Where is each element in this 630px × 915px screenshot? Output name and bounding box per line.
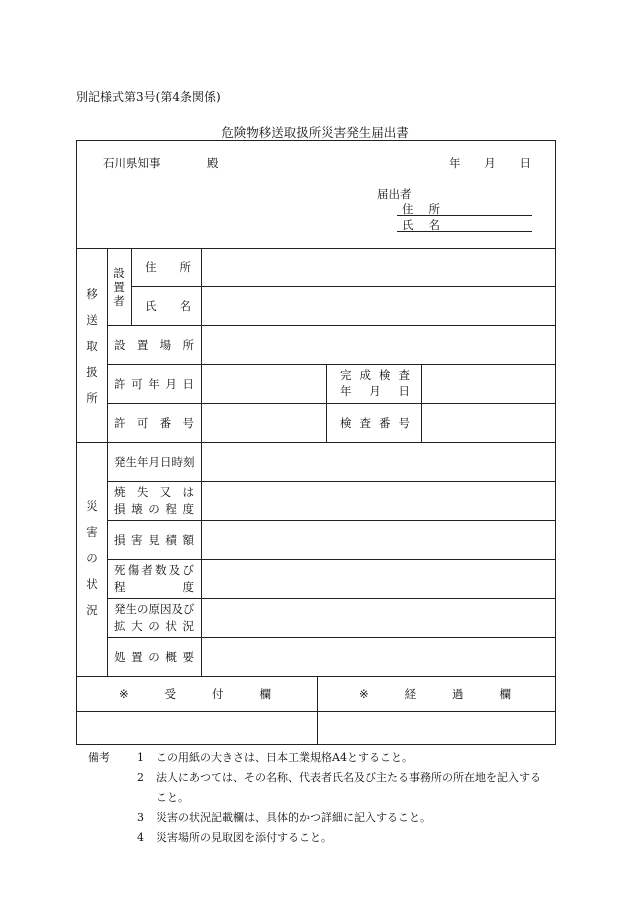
remarks-heading: 備考 (88, 751, 110, 764)
remark-item: 3 災害の状況記載欄は、具体的かつ詳細に記入すること。 (137, 811, 431, 824)
divider (317, 676, 318, 744)
installer-label: 設 置 者 (113, 266, 125, 308)
notifier-name-line[interactable] (397, 216, 532, 232)
measures-summary-label: 処 置 の 概 要 (114, 649, 194, 664)
reception-column-header: ※ 受 付 欄 (119, 686, 271, 701)
section-transfer-facility-label: 移 送 取 扱 所 (86, 287, 98, 405)
notifier-name-label: 氏 名 (402, 218, 440, 232)
form-table (76, 140, 556, 745)
installation-location-label: 設 置 場 所 (114, 337, 194, 352)
divider (107, 481, 555, 482)
damage-extent-label-line2: 損 壊 の 程 度 (114, 502, 194, 516)
section-disaster-status-label: 災 害 の 状 況 (86, 499, 98, 617)
cause-label-line1: 発生の原因及び (114, 602, 195, 616)
divider (77, 711, 555, 712)
divider (107, 598, 555, 599)
divider (107, 248, 108, 676)
notifier-address-line[interactable] (397, 200, 532, 216)
inspection-date-label-line1: 完 成 検 査 (340, 368, 410, 382)
divider (201, 248, 202, 676)
permit-number-label: 許 可 番 号 (114, 415, 194, 430)
casualties-label-line2: 程 度 (114, 580, 194, 594)
divider (131, 248, 132, 325)
divider (421, 364, 422, 442)
divider (131, 286, 555, 287)
damage-extent-label-line1: 焼 失 又 は (114, 485, 194, 499)
remark-item: 4 災害場所の見取図を添付すること。 (137, 831, 332, 844)
permit-date-label: 許 可 年 月 日 (114, 376, 194, 391)
installer-address-label: 住 所 (145, 260, 191, 274)
casualties-label-line1: 死 傷 者 数 及 び (114, 563, 194, 577)
occurrence-datetime-label: 発生年月日時刻 (114, 454, 195, 469)
date-field: 年 月 日 (449, 156, 531, 170)
document-title: 危険物移送取扱所災害発生届出書 (221, 125, 409, 140)
addressee: 石川県知事 (103, 156, 161, 170)
form-number-label: 別記様式第3号(第4条関係) (76, 90, 221, 104)
divider (326, 364, 327, 442)
remark-item: 2 法人にあつては、その名称、代表者氏名及び主たる事務所の所在地を記入する (137, 771, 541, 784)
inspection-date-label-line2: 年 月 日 (340, 384, 410, 398)
loss-estimate-label: 損 害 見 積 額 (114, 532, 194, 547)
installer-name-label: 氏 名 (145, 298, 191, 313)
progress-column-header: ※ 経 過 欄 (359, 686, 511, 701)
notifier-address-label: 住 所 (402, 202, 440, 216)
notifier-label: 届出者 (377, 187, 412, 201)
remark-item: こと。 (156, 791, 189, 804)
inspection-number-label: 検 査 番 号 (340, 415, 410, 430)
cause-label-line2: 拡 大 の 状 況 (114, 619, 194, 633)
honorific: 殿 (207, 156, 219, 170)
remarks (88, 748, 568, 848)
remark-item: 備考 1 この用紙の大きさは、日本工業規格A4とすること。 (88, 748, 568, 768)
divider (107, 559, 555, 560)
